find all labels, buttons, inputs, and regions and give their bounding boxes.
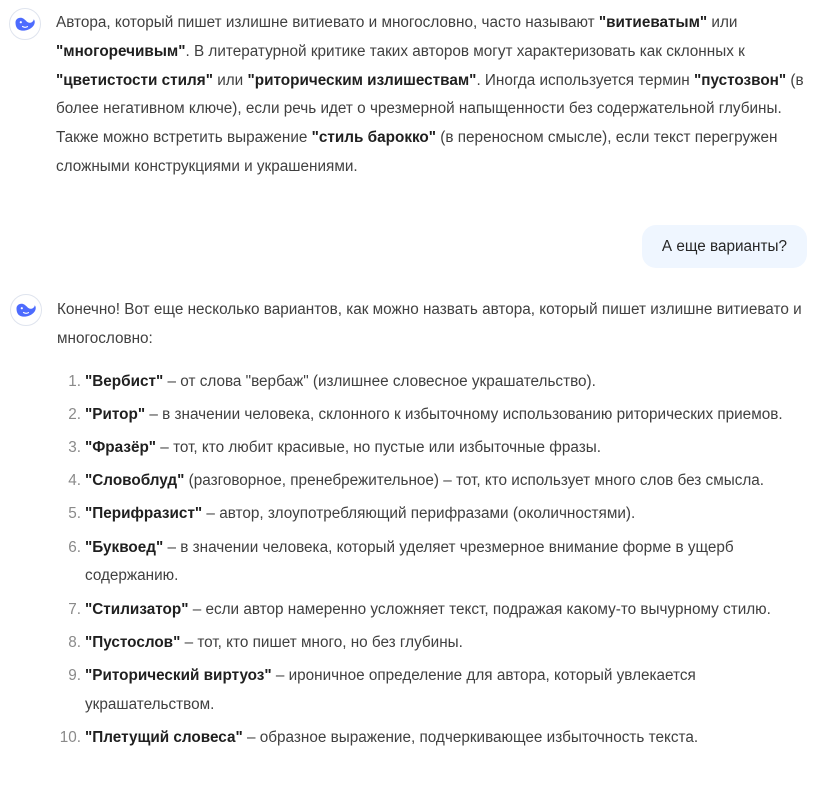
list-item-number: 5. [68, 505, 81, 523]
text-span: или [707, 14, 738, 31]
list-item-description: – от слова "вербаж" (излишнее словесное украшательство). [163, 372, 596, 390]
bold-term: "многоречивым" [56, 42, 186, 60]
list-item [68, 368, 807, 397]
list-item [59, 724, 807, 753]
list-item-number: 9. [68, 666, 81, 684]
text-span: (в переносном смысле), если текст перегружен сложными конструкциями и украшениями. [56, 129, 778, 175]
list-item-number: 10. [59, 728, 81, 746]
list-item-term: "Плетущий словеса" [85, 728, 243, 746]
bold-term: "цветистости стиля" [56, 71, 213, 89]
bold-term: "риторическим излишествам" [247, 71, 477, 89]
assistant-avatar [10, 294, 42, 326]
user-message-text: А еще варианты? [661, 237, 787, 255]
list-item-number: 4. [68, 472, 81, 490]
list-item [68, 629, 807, 658]
whale-logo-icon [14, 16, 36, 32]
assistant-avatar [9, 8, 41, 40]
list-item-term: "Стилизатор" [85, 600, 189, 618]
assistant-message-1-text [56, 9, 806, 182]
list-item [68, 467, 807, 496]
list-item [68, 434, 807, 463]
assistant-message-2-intro: Конечно! Вот еще несколько вариантов, как можно назвать автора, который пишет излишне витиевато и многословно: [57, 301, 802, 347]
list-item-description: – тот, кто любит красивые, но пустые или избыточные фразы. [156, 438, 601, 456]
list-item-term: "Пустослов" [85, 633, 181, 651]
list-item-number: 6. [68, 538, 81, 556]
user-message-bubble [642, 225, 807, 268]
list-item-term: "Вербист" [85, 372, 164, 390]
list-item-number: 3. [68, 438, 81, 456]
list-item-description: – тот, кто пишет много, но без глубины. [180, 633, 463, 651]
bold-term: "стиль барокко" [311, 129, 437, 147]
list-item-number: 7. [68, 600, 81, 618]
text-span: Автора, который пишет излишне витиевато и многословно, часто называют [56, 14, 599, 31]
bold-term: "пустозвон" [693, 71, 787, 89]
list-item-description: (разговорное, пренебрежительное) – тот, кто использует много слов без смысла. [184, 472, 765, 490]
list-item-term: "Перифразист" [85, 505, 203, 523]
list-item-term: "Фразёр" [85, 438, 157, 456]
list-item-description: – автор, злоупотребляющий перифразами (околичностями). [202, 505, 636, 523]
assistant-message-1 [56, 9, 806, 182]
list-item-term: "Ритор" [85, 405, 146, 423]
list-item-description: – если автор намеренно усложняет текст, подражая какому-то вычурному стилю. [188, 600, 771, 618]
list-item-term: "Риторический виртуоз" [85, 666, 272, 684]
list-item-description: – в значении человека, склонного к избыточному использованию риторических приемов. [145, 405, 783, 423]
list-item-term: "Словоблуд" [85, 472, 185, 490]
list-item-term: "Буквоед" [85, 538, 164, 556]
assistant-message-2 [57, 296, 807, 757]
whale-logo-icon [15, 302, 37, 318]
text-span: (в более негативном ключе), если речь идет о чрезмерной напыщенности без содержательной глубины. Также можно встретить выражение [56, 71, 804, 147]
text-span: . В литературной критике таких авторов могут характеризовать как склонных к [185, 42, 745, 60]
list-item-number: 1. [68, 372, 81, 390]
text-span: или [212, 71, 248, 89]
list-item [68, 662, 807, 720]
list-item-description: – ироничное определение для автора, который увлекается украшательством. [85, 666, 696, 713]
list-item [68, 596, 807, 625]
variants-list [57, 368, 807, 753]
list-item-description: – образное выражение, подчеркивающее избыточность текста. [242, 728, 699, 746]
list-item-number: 8. [68, 633, 81, 651]
list-item [68, 500, 807, 529]
list-item-description: – в значении человека, который уделяет чрезмерное внимание форме в ущерб содержанию. [85, 538, 734, 585]
text-span: . Иногда используется термин [476, 71, 694, 89]
list-item [68, 401, 807, 430]
list-item-number: 2. [68, 405, 81, 423]
bold-term: "витиеватым" [598, 14, 708, 31]
list-item [68, 534, 807, 592]
